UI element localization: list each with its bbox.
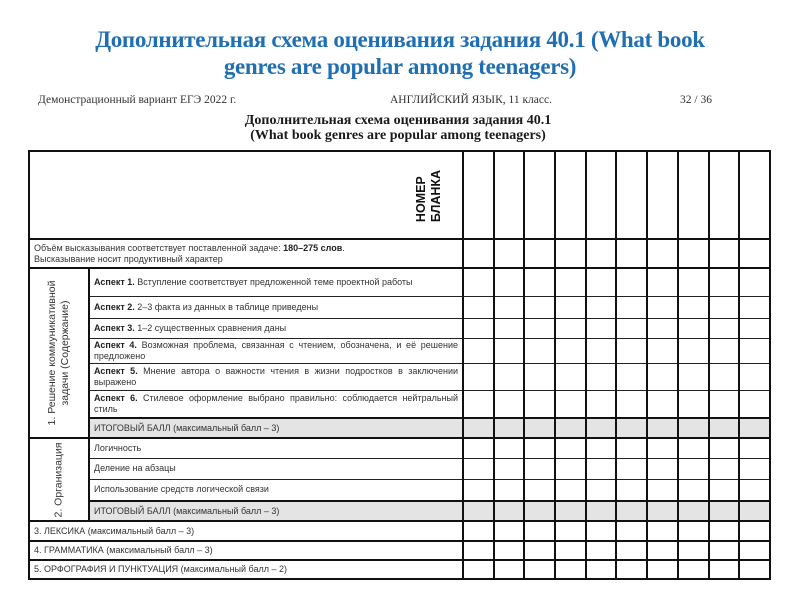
score-cell[interactable]	[739, 318, 770, 338]
score-cell[interactable]	[616, 239, 647, 268]
score-cell[interactable]	[616, 560, 647, 579]
score-cell[interactable]	[555, 438, 586, 458]
score-cell[interactable]	[739, 338, 770, 363]
aspect-6: Аспект 6. Стилевое оформление выбрано правильно: соблюдается нейтральный стиль	[89, 390, 463, 418]
score-cell[interactable]	[463, 541, 494, 560]
score-cell[interactable]	[616, 318, 647, 338]
score-cell[interactable]	[524, 438, 555, 458]
score-cell[interactable]	[709, 560, 740, 579]
score-cell[interactable]	[739, 501, 770, 521]
page-header	[28, 94, 768, 110]
score-cell[interactable]	[709, 418, 740, 438]
score-cell[interactable]	[494, 390, 525, 418]
score-cell[interactable]	[494, 501, 525, 521]
page-number: 32 / 36	[680, 94, 712, 106]
score-cell[interactable]	[678, 501, 709, 521]
lexis-row	[29, 521, 770, 541]
score-cell[interactable]	[616, 438, 647, 458]
score-cell[interactable]	[647, 438, 678, 458]
aspect-row-6	[29, 390, 770, 418]
score-cell[interactable]	[616, 418, 647, 438]
score-cell[interactable]	[616, 338, 647, 363]
score-cell[interactable]	[586, 560, 617, 579]
score-cell[interactable]	[463, 501, 494, 521]
score-cell[interactable]	[709, 268, 740, 296]
score-cell[interactable]	[586, 479, 617, 501]
organization-row-1	[29, 438, 770, 458]
score-cell[interactable]	[709, 318, 740, 338]
score-cell[interactable]	[739, 390, 770, 418]
score-cell[interactable]	[616, 296, 647, 318]
document-title	[28, 113, 768, 143]
score-cell[interactable]	[739, 541, 770, 560]
score-cell[interactable]	[616, 363, 647, 390]
score-cell[interactable]	[555, 363, 586, 390]
score-cell[interactable]	[494, 479, 525, 501]
aspect-5: Аспект 5. Мнение автора о важности чтения в жизни подростков в заключении выражено	[89, 363, 463, 390]
organization-row-2	[29, 458, 770, 479]
score-cell[interactable]	[524, 418, 555, 438]
score-cell[interactable]	[494, 268, 525, 296]
score-cell[interactable]	[616, 268, 647, 296]
score-cell[interactable]	[494, 458, 525, 479]
score-cell[interactable]	[709, 239, 740, 268]
score-cell[interactable]	[709, 363, 740, 390]
score-cell[interactable]	[524, 296, 555, 318]
score-cell[interactable]	[524, 239, 555, 268]
score-cell[interactable]	[555, 296, 586, 318]
organization-item-2: Деление на абзацы	[89, 458, 463, 479]
slide-title-line2: genres are popular among teenagers)	[223, 54, 577, 79]
organization-item-1: Логичность	[89, 438, 463, 458]
score-cell[interactable]	[739, 151, 770, 239]
score-cell[interactable]	[647, 541, 678, 560]
subject-label: АНГЛИЙСКИЙ ЯЗЫК, 11 класс.	[390, 94, 552, 106]
score-cell[interactable]	[494, 338, 525, 363]
score-cell[interactable]	[739, 418, 770, 438]
score-cell[interactable]	[586, 390, 617, 418]
score-cell[interactable]	[555, 390, 586, 418]
score-cell[interactable]	[678, 560, 709, 579]
lexis-label: 3. ЛЕКСИКА (максимальный балл – 3)	[29, 521, 463, 541]
score-cell[interactable]	[678, 296, 709, 318]
volume-row	[29, 239, 770, 268]
score-cell[interactable]	[555, 479, 586, 501]
score-cell[interactable]	[739, 521, 770, 541]
score-cell[interactable]	[463, 479, 494, 501]
score-cell[interactable]	[555, 151, 586, 239]
section1-total-label: ИТОГОВЫЙ БАЛЛ (максимальный балл – 3)	[89, 418, 463, 438]
score-cell[interactable]	[463, 338, 494, 363]
score-cell[interactable]	[463, 438, 494, 458]
score-cell[interactable]	[494, 541, 525, 560]
slide-title	[40, 26, 760, 80]
spelling-row	[29, 560, 770, 579]
score-cell[interactable]	[678, 438, 709, 458]
score-cell[interactable]	[463, 239, 494, 268]
section2-total-label: ИТОГОВЫЙ БАЛЛ (максимальный балл – 3)	[89, 501, 463, 521]
score-cell[interactable]	[586, 151, 617, 239]
score-cell[interactable]	[463, 418, 494, 438]
score-cell[interactable]	[739, 438, 770, 458]
score-cell[interactable]	[586, 239, 617, 268]
score-cell[interactable]	[586, 541, 617, 560]
score-cell[interactable]	[555, 560, 586, 579]
score-cell[interactable]	[463, 151, 494, 239]
score-cell[interactable]	[678, 521, 709, 541]
score-cell[interactable]	[524, 318, 555, 338]
score-cell[interactable]	[616, 479, 647, 501]
score-cell[interactable]	[524, 363, 555, 390]
score-cell[interactable]	[678, 418, 709, 438]
section2-label: 2. Организация	[29, 438, 89, 521]
section1-total-row	[29, 418, 770, 438]
score-cell[interactable]	[709, 501, 740, 521]
score-cell[interactable]	[586, 268, 617, 296]
form-number-header	[29, 151, 463, 239]
aspect-row-4	[29, 338, 770, 363]
aspect-2: Аспект 2. 2–3 факта из данных в таблице приведены	[89, 296, 463, 318]
aspect-4: Аспект 4. Возможная проблема, связанная с чтением, обозначена, и её решение предложено	[89, 338, 463, 363]
score-cell[interactable]	[647, 363, 678, 390]
score-cell[interactable]	[678, 479, 709, 501]
exam-variant-label: Демонстрационный вариант ЕГЭ 2022 г.	[38, 94, 237, 106]
score-cell[interactable]	[647, 390, 678, 418]
score-cell[interactable]	[524, 268, 555, 296]
score-cell[interactable]	[647, 268, 678, 296]
score-cell[interactable]	[739, 479, 770, 501]
score-cell[interactable]	[709, 296, 740, 318]
score-cell[interactable]	[678, 541, 709, 560]
score-cell[interactable]	[678, 458, 709, 479]
grammar-row	[29, 541, 770, 560]
header-row	[29, 151, 770, 239]
organization-item-3: Использование средств логической связи	[89, 479, 463, 501]
slide-title-line1: Дополнительная схема оценивания задания 40.1 (What book	[95, 27, 705, 52]
aspect-row-3	[29, 318, 770, 338]
score-cell[interactable]	[494, 151, 525, 239]
score-cell[interactable]	[739, 363, 770, 390]
score-cell[interactable]	[524, 338, 555, 363]
aspect-row-1	[29, 268, 770, 296]
score-cell[interactable]	[494, 521, 525, 541]
score-cell[interactable]	[647, 239, 678, 268]
score-cell[interactable]	[494, 363, 525, 390]
score-cell[interactable]	[709, 338, 740, 363]
document-title-line1: Дополнительная схема оценивания задания 40.1	[244, 113, 552, 128]
score-cell[interactable]	[739, 239, 770, 268]
score-cell[interactable]	[463, 458, 494, 479]
score-cell[interactable]	[555, 268, 586, 296]
score-cell[interactable]	[586, 418, 617, 438]
score-cell[interactable]	[524, 458, 555, 479]
score-cell[interactable]	[739, 458, 770, 479]
score-cell[interactable]	[616, 151, 647, 239]
score-cell[interactable]	[709, 541, 740, 560]
section1-label: 1. Решение коммуникативной задачи (Содержание)	[29, 268, 89, 438]
score-cell[interactable]	[555, 458, 586, 479]
score-cell[interactable]	[678, 318, 709, 338]
grammar-label: 4. ГРАММАТИКА (максимальный балл – 3)	[29, 541, 463, 560]
score-cell[interactable]	[463, 268, 494, 296]
score-cell[interactable]	[709, 151, 740, 239]
score-cell[interactable]	[494, 318, 525, 338]
score-cell[interactable]	[524, 390, 555, 418]
score-cell[interactable]	[524, 501, 555, 521]
score-cell[interactable]	[616, 390, 647, 418]
score-cell[interactable]	[616, 458, 647, 479]
aspect-3: Аспект 3. 1–2 существенных сравнения даны	[89, 318, 463, 338]
score-cell[interactable]	[555, 418, 586, 438]
score-cell[interactable]	[647, 151, 678, 239]
score-cell[interactable]	[494, 239, 525, 268]
score-cell[interactable]	[586, 363, 617, 390]
score-cell[interactable]	[524, 560, 555, 579]
score-cell[interactable]	[709, 479, 740, 501]
score-cell[interactable]	[463, 296, 494, 318]
score-cell[interactable]	[555, 318, 586, 338]
score-cell[interactable]	[494, 418, 525, 438]
score-cell[interactable]	[555, 501, 586, 521]
score-cell[interactable]	[524, 479, 555, 501]
aspect-1: Аспект 1. Вступление соответствует предложенной теме проектной работы	[89, 268, 463, 296]
form-number-label: НОМЕР БЛАНКА	[414, 169, 443, 223]
score-cell[interactable]	[647, 338, 678, 363]
score-cell[interactable]	[586, 458, 617, 479]
score-cell[interactable]	[709, 438, 740, 458]
score-cell[interactable]	[647, 318, 678, 338]
volume-criterion: Объём высказывания соответствует поставленной задаче: 180–275 слов. Высказывание носит продуктивный характер	[29, 239, 463, 268]
score-cell[interactable]	[463, 390, 494, 418]
section2-total-row	[29, 501, 770, 521]
score-cell[interactable]	[647, 521, 678, 541]
score-cell[interactable]	[555, 239, 586, 268]
aspect-row-5	[29, 363, 770, 390]
score-cell[interactable]	[647, 418, 678, 438]
score-cell[interactable]	[678, 390, 709, 418]
score-cell[interactable]	[678, 239, 709, 268]
score-cell[interactable]	[647, 501, 678, 521]
document-title-line2: (What book genres are popular among teenagers)	[250, 128, 546, 143]
score-cell[interactable]	[709, 390, 740, 418]
score-cell[interactable]	[555, 521, 586, 541]
score-cell[interactable]	[616, 541, 647, 560]
score-cell[interactable]	[586, 501, 617, 521]
score-cell[interactable]	[678, 268, 709, 296]
score-cell[interactable]	[586, 521, 617, 541]
score-cell[interactable]	[678, 363, 709, 390]
score-cell[interactable]	[616, 501, 647, 521]
spelling-label: 5. ОРФОГРАФИЯ И ПУНКТУАЦИЯ (максимальный балл – 2)	[29, 560, 463, 579]
score-cell[interactable]	[739, 268, 770, 296]
score-cell[interactable]	[709, 458, 740, 479]
score-cell[interactable]	[494, 296, 525, 318]
score-cell[interactable]	[555, 541, 586, 560]
score-cell[interactable]	[555, 338, 586, 363]
score-cell[interactable]	[678, 338, 709, 363]
score-cell[interactable]	[647, 479, 678, 501]
aspect-row-2	[29, 296, 770, 318]
score-cell[interactable]	[463, 363, 494, 390]
score-cell[interactable]	[586, 318, 617, 338]
organization-row-3	[29, 479, 770, 501]
assessment-table	[28, 150, 771, 580]
score-cell[interactable]	[463, 318, 494, 338]
score-cell[interactable]	[739, 296, 770, 318]
score-cell[interactable]	[616, 521, 647, 541]
score-cell[interactable]	[524, 541, 555, 560]
score-cell[interactable]	[463, 560, 494, 579]
score-cell[interactable]	[647, 296, 678, 318]
score-cell[interactable]	[586, 438, 617, 458]
score-cell[interactable]	[647, 458, 678, 479]
score-cell[interactable]	[586, 338, 617, 363]
score-cell[interactable]	[494, 560, 525, 579]
score-cell[interactable]	[524, 151, 555, 239]
score-cell[interactable]	[739, 560, 770, 579]
score-cell[interactable]	[524, 521, 555, 541]
score-cell[interactable]	[586, 296, 617, 318]
score-cell[interactable]	[709, 521, 740, 541]
score-cell[interactable]	[463, 521, 494, 541]
score-cell[interactable]	[494, 438, 525, 458]
score-cell[interactable]	[647, 560, 678, 579]
score-cell[interactable]	[678, 151, 709, 239]
